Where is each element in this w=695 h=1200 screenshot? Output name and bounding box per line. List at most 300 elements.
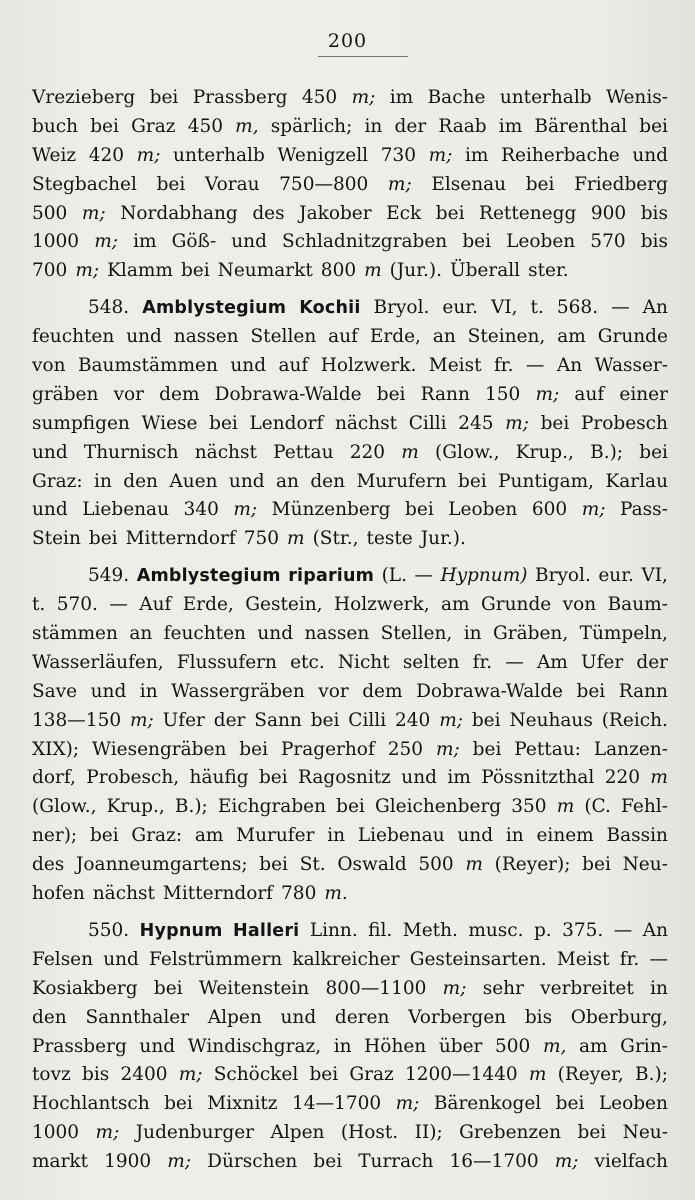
- word: Pragerhof: [280, 738, 375, 760]
- word: Kosiakberg: [32, 977, 138, 999]
- word: 568.: [556, 297, 599, 319]
- word: (Glow.,: [435, 441, 500, 463]
- word: und: [280, 1006, 317, 1028]
- text-line: [32, 880, 668, 909]
- word: Pettau: [273, 441, 334, 463]
- word: m: [287, 528, 305, 550]
- text-line: [32, 736, 668, 765]
- word: dem: [159, 383, 200, 405]
- word: an: [275, 470, 299, 492]
- word: 14—1700: [292, 1093, 382, 1115]
- word: XIX);: [32, 738, 80, 760]
- word: 340: [183, 499, 219, 521]
- word: bei: [555, 1093, 585, 1115]
- word: des: [32, 854, 65, 876]
- word: in: [650, 977, 668, 999]
- word: bei: [639, 115, 668, 137]
- word: bei: [164, 1093, 193, 1115]
- text-line: [32, 1090, 668, 1119]
- word: 700: [32, 260, 68, 282]
- word: nassen: [304, 623, 370, 645]
- word: (Host.: [340, 1122, 399, 1144]
- word: Meist: [556, 948, 610, 970]
- word: (C.: [584, 796, 611, 818]
- word: und: [632, 144, 668, 166]
- word: Ragosnitz: [298, 767, 391, 789]
- text-line: [32, 1004, 668, 1033]
- word: 1000: [32, 1122, 80, 1144]
- word: bei: [639, 441, 668, 463]
- word: am: [557, 326, 586, 348]
- word: Windischgraz,: [187, 1035, 322, 1057]
- word: t.: [530, 297, 544, 319]
- text-line: [32, 294, 668, 323]
- word: Amblystegium: [142, 298, 287, 319]
- word: im: [447, 767, 471, 789]
- word: m;: [94, 231, 118, 253]
- text-line: [32, 946, 668, 975]
- word: Stegbachel: [32, 173, 137, 195]
- word: m;: [435, 738, 460, 760]
- word: vor: [113, 383, 145, 405]
- word: und: [401, 767, 437, 789]
- word: B.);: [635, 1064, 668, 1086]
- word: in: [94, 470, 112, 492]
- word: eur.: [598, 565, 634, 587]
- word: Leoben: [598, 1093, 668, 1115]
- word: bei: [336, 796, 365, 818]
- word: des: [252, 202, 285, 224]
- word: der: [394, 115, 427, 137]
- word: bei: [376, 383, 406, 405]
- word: Stellen: [250, 326, 317, 348]
- text-line: [32, 439, 668, 468]
- word: bei: [462, 231, 492, 253]
- word: Stein: [32, 528, 81, 550]
- word: Dobrawa-Walde: [214, 383, 362, 405]
- word: nächst: [194, 441, 257, 463]
- word: 220: [604, 767, 641, 789]
- word: m;: [581, 499, 606, 521]
- word: vielfach: [594, 1151, 668, 1173]
- word: 245: [458, 412, 494, 434]
- word: Fehl-: [621, 796, 668, 818]
- text-line: [32, 200, 668, 229]
- word: Leoben: [448, 499, 518, 521]
- word: Prassberg: [192, 87, 288, 108]
- word: 500: [418, 854, 454, 876]
- text-line: [32, 496, 668, 525]
- word: (Reich.: [601, 709, 668, 731]
- word: m;: [505, 412, 529, 434]
- word: m: [465, 854, 483, 876]
- word: Grin-: [620, 1035, 668, 1057]
- text-line: [32, 851, 668, 880]
- word: bei: [90, 115, 119, 137]
- word: Dobrawa-Walde: [416, 680, 563, 702]
- word: Rann: [618, 680, 668, 702]
- word: Cilli: [408, 412, 447, 434]
- text-line: [32, 620, 668, 649]
- word: 420: [88, 144, 125, 166]
- word: bei: [89, 825, 119, 847]
- word: und: [228, 470, 265, 492]
- word: Raab: [438, 115, 487, 137]
- word: m: [650, 767, 668, 789]
- word: und: [231, 231, 267, 253]
- word: —: [613, 919, 633, 941]
- word: (Glow.,: [32, 796, 97, 818]
- text-line: [32, 1148, 668, 1177]
- word: Kochii: [299, 298, 361, 319]
- word: Schöckel: [213, 1064, 299, 1086]
- word: Felsen: [32, 948, 94, 970]
- word: Gestein,: [245, 594, 323, 616]
- text-line: [32, 352, 668, 381]
- word: (Reyer);: [494, 854, 571, 876]
- text-line: [32, 171, 668, 200]
- word: Göß-: [171, 231, 217, 253]
- word: Eck: [386, 202, 422, 224]
- text-line: [32, 1033, 668, 1062]
- word: 549.: [88, 565, 130, 587]
- word: Rettenegg: [479, 202, 577, 224]
- word: vor: [318, 680, 349, 702]
- word: im: [498, 115, 523, 137]
- word: Oberburg,: [570, 1006, 668, 1028]
- word: Bryol.: [535, 565, 591, 587]
- word: bei: [540, 412, 570, 434]
- word: Oswald: [337, 854, 407, 876]
- word: Meth.: [402, 919, 458, 941]
- word: bei: [582, 854, 611, 876]
- word: und: [257, 623, 294, 645]
- word: Bryol.: [373, 297, 430, 319]
- word: feuchten: [32, 326, 115, 348]
- word: —: [525, 355, 545, 377]
- text-line: [32, 113, 668, 142]
- word: Murufer: [236, 825, 315, 847]
- word: 750: [243, 528, 280, 550]
- word: in: [463, 623, 482, 645]
- word: Graz: [349, 1064, 394, 1086]
- text-line: [32, 764, 668, 793]
- word: Halleri: [233, 920, 300, 941]
- word: m,: [542, 1035, 567, 1057]
- word: Gleichenberg: [374, 796, 502, 818]
- word: sumpfigen: [32, 412, 130, 434]
- word: fr.: [472, 651, 493, 673]
- text-line: [32, 591, 668, 620]
- word: 550.: [88, 919, 130, 941]
- text-line: [32, 525, 668, 554]
- text-line: [32, 228, 668, 257]
- word: B.);: [590, 441, 624, 463]
- word: Friedberg: [574, 173, 668, 195]
- word: von: [32, 355, 66, 377]
- word: II);: [414, 1122, 443, 1144]
- word: an: [432, 326, 456, 348]
- word: Bache: [427, 87, 486, 108]
- word: Erde,: [182, 594, 234, 616]
- text-line: [32, 707, 668, 736]
- word: fr.: [493, 355, 514, 377]
- word: im: [465, 144, 489, 166]
- word: Probesch,: [86, 767, 180, 789]
- word: m;: [351, 87, 376, 108]
- word: in: [327, 825, 346, 847]
- word: t.: [32, 594, 46, 616]
- word: Flussufern: [176, 651, 277, 673]
- word: Stellen,: [380, 623, 453, 645]
- word: dorf,: [32, 767, 76, 789]
- word: Sann: [254, 709, 302, 731]
- word: m: [556, 796, 575, 818]
- word: Jur.).: [420, 528, 466, 550]
- word: 800: [320, 260, 357, 282]
- word: m: [528, 1064, 547, 1086]
- word: m.: [324, 883, 348, 905]
- word: Liebenau: [82, 499, 170, 521]
- word: bei: [313, 1151, 343, 1173]
- word: m;: [167, 1151, 192, 1173]
- word: 900: [590, 202, 627, 224]
- word: Auen: [169, 470, 218, 492]
- word: Hypnum): [440, 565, 528, 587]
- word: unterhalb: [499, 87, 592, 108]
- word: über: [438, 1035, 483, 1057]
- word: Vrezieberg: [32, 87, 136, 108]
- word: 1000: [32, 231, 80, 253]
- word: Auf: [139, 594, 172, 616]
- word: Am: [536, 651, 568, 673]
- word: unterhalb: [173, 144, 265, 166]
- word: 500: [495, 1035, 531, 1057]
- word: 1200—1440: [405, 1064, 518, 1086]
- word: (Str.,: [312, 528, 359, 550]
- word: in: [364, 115, 383, 137]
- word: Jakober: [299, 202, 372, 224]
- word: Ufer: [580, 651, 624, 673]
- word: m;: [178, 1064, 203, 1086]
- word: und: [457, 825, 494, 847]
- word: dem: [362, 680, 403, 702]
- word: Sannthaler: [85, 1006, 190, 1028]
- word: (L.: [381, 565, 407, 587]
- word: Grebenzen: [459, 1122, 562, 1144]
- word: Liebenau: [357, 825, 445, 847]
- word: bei: [310, 709, 340, 731]
- word: den: [310, 470, 346, 492]
- word: Bärenkogel: [433, 1093, 542, 1115]
- word: Grunde: [481, 594, 552, 616]
- word: Münzenberg: [271, 499, 391, 521]
- word: Lanzen-: [593, 738, 668, 760]
- word: 780: [281, 883, 317, 905]
- word: Steinen,: [467, 326, 546, 348]
- word: m;: [136, 144, 161, 166]
- word: Neumarkt: [217, 260, 313, 282]
- page-number: 200: [327, 30, 368, 52]
- word: Graz: [131, 115, 176, 137]
- word: 600: [531, 499, 568, 521]
- word: 220: [349, 441, 386, 463]
- word: Nordabhang: [120, 202, 238, 224]
- word: Wenigzell: [277, 144, 369, 166]
- word: Judenburger: [135, 1122, 255, 1144]
- word: Höhen: [364, 1035, 427, 1057]
- page-header-rule: [318, 56, 408, 57]
- word: in: [139, 680, 158, 702]
- word: Pass-: [619, 499, 668, 521]
- word: der: [213, 709, 246, 731]
- word: und: [103, 948, 139, 970]
- word: den: [123, 470, 158, 492]
- word: Pettau:: [514, 738, 581, 760]
- word: eur.: [442, 297, 478, 319]
- word: Holzwerk.: [320, 355, 417, 377]
- word: stämmen: [32, 623, 118, 645]
- word: Wenis-: [605, 87, 668, 108]
- word: ner);: [32, 825, 78, 847]
- word: etc.: [290, 651, 325, 673]
- word: 375.: [562, 919, 604, 941]
- word: Schladnitzgraben: [282, 231, 448, 253]
- word: Baumstämmen: [77, 355, 218, 377]
- text-line: [32, 678, 668, 707]
- word: Neu-: [622, 854, 668, 876]
- word: Alpen: [207, 1006, 262, 1028]
- word: auf: [574, 383, 605, 405]
- word: 2400: [120, 1064, 168, 1086]
- word: m;: [233, 499, 258, 521]
- word: m;: [428, 144, 453, 166]
- word: den: [32, 1006, 67, 1028]
- word: Felstrümmern: [149, 948, 283, 970]
- text-line: [32, 410, 668, 439]
- text-line: [32, 142, 668, 171]
- word: musc.: [468, 919, 524, 941]
- word: bei: [149, 87, 179, 108]
- word: —: [414, 565, 433, 587]
- word: Elsenau: [431, 173, 507, 195]
- word: bei: [153, 977, 183, 999]
- word: Eichgraben: [217, 796, 327, 818]
- word: Klamm: [107, 260, 173, 282]
- word: An: [556, 355, 583, 377]
- word: 250: [387, 738, 424, 760]
- word: Dürschen: [207, 1151, 298, 1173]
- word: bis: [81, 1064, 110, 1086]
- word: Ufer: [162, 709, 205, 731]
- word: teste: [366, 528, 413, 550]
- word: B.);: [174, 796, 208, 818]
- word: und: [32, 499, 68, 521]
- word: m;: [439, 709, 463, 731]
- word: bei: [472, 738, 502, 760]
- word: VI,: [490, 297, 518, 319]
- word: An: [642, 297, 668, 319]
- word: Vorau: [204, 173, 260, 195]
- word: Weiz: [32, 144, 77, 166]
- text-line: [32, 84, 668, 113]
- word: auf: [328, 326, 358, 348]
- word: m;: [130, 709, 154, 731]
- word: verbreitet: [540, 977, 634, 999]
- word: nächst: [334, 412, 398, 434]
- word: gräben: [32, 383, 99, 405]
- word: bei: [88, 528, 118, 550]
- word: häufig: [189, 767, 249, 789]
- word: 350: [511, 796, 547, 818]
- text-body: [32, 84, 668, 1177]
- word: spärlich;: [270, 115, 353, 137]
- word: 750—800: [279, 173, 369, 195]
- word: und: [139, 1035, 176, 1057]
- word: Reiherbache: [501, 144, 620, 166]
- text-line: [32, 381, 668, 410]
- word: Alpen: [270, 1122, 325, 1144]
- word: 450: [187, 115, 223, 137]
- word: bei: [309, 1064, 339, 1086]
- word: Mitterndorf: [125, 528, 236, 550]
- word: Cilli: [348, 709, 387, 731]
- word: Graz:: [32, 470, 83, 492]
- text-line: [32, 917, 668, 946]
- text-line: [32, 468, 668, 497]
- word: Karlau: [605, 470, 668, 492]
- word: m;: [387, 173, 412, 195]
- text-line: [32, 1119, 668, 1148]
- word: bei: [458, 470, 487, 492]
- word: bei: [435, 202, 465, 224]
- word: VI,: [641, 565, 668, 587]
- word: und: [230, 355, 267, 377]
- word: m,: [235, 115, 259, 137]
- word: Meist: [428, 355, 482, 377]
- word: Gesteinsarten.: [409, 948, 547, 970]
- word: m: [364, 260, 382, 282]
- word: 16—1700: [449, 1151, 539, 1173]
- word: Neuhaus: [509, 709, 593, 731]
- word: riparium: [288, 566, 375, 587]
- word: kalkreicher: [292, 948, 400, 970]
- word: —: [109, 594, 128, 616]
- text-line: [32, 257, 668, 286]
- word: Hypnum: [139, 920, 223, 941]
- word: fr.: [619, 948, 640, 970]
- word: am: [578, 1035, 608, 1057]
- word: bei: [180, 260, 210, 282]
- word: —: [649, 948, 668, 970]
- word: m;: [81, 202, 106, 224]
- word: 730: [380, 144, 417, 166]
- word: bis: [640, 202, 668, 224]
- word: Hochlantsch: [32, 1093, 150, 1115]
- word: deren: [334, 1006, 390, 1028]
- text-line: [32, 323, 668, 352]
- word: bei: [577, 1122, 607, 1144]
- word: m;: [442, 977, 467, 999]
- text-line: [32, 975, 668, 1004]
- word: einem: [536, 825, 594, 847]
- text-line: [32, 822, 668, 851]
- word: bei: [156, 173, 186, 195]
- word: ster.: [528, 260, 569, 282]
- word: Krup.,: [106, 796, 165, 818]
- word: der: [636, 651, 668, 673]
- word: bei: [576, 680, 606, 702]
